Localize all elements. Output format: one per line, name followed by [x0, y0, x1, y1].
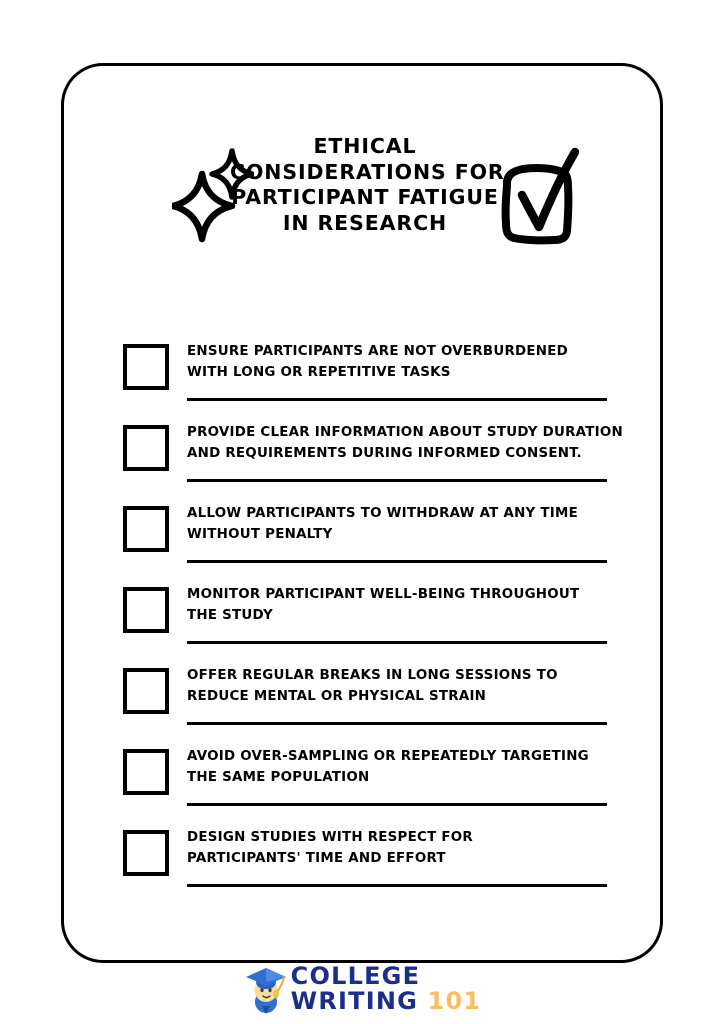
checklist-row-3[interactable]: [64, 503, 666, 581]
logo-wordmark: [291, 964, 482, 1014]
row-7-line-2: PARTICIPANTS' TIME AND EFFORT: [187, 851, 446, 866]
checkbox-1[interactable]: [123, 344, 169, 390]
logo-line-college: COLLEGE: [290, 962, 421, 990]
checkbox-5[interactable]: [123, 668, 169, 714]
checklist-row-7-text: [187, 827, 611, 869]
brand-logo[interactable]: [0, 958, 724, 1020]
row-5-line-2: REDUCE MENTAL OR PHYSICAL STRAIN: [187, 689, 487, 704]
checklist-row-2-text: [187, 422, 623, 464]
checklist-row-4[interactable]: [64, 584, 666, 662]
checklist-card: [61, 63, 663, 963]
title-line-2: CONSIDERATIONS FOR: [230, 159, 505, 184]
checklist-row-1-text: [187, 341, 611, 383]
row-divider-1: [187, 398, 607, 401]
row-divider-7: [187, 884, 607, 887]
checkbox-2[interactable]: [123, 425, 169, 471]
title-line-4: IN RESEARCH: [282, 210, 448, 235]
row-4-line-1: MONITOR PARTICIPANT WELL-BEING THROUGHOUT: [187, 587, 580, 602]
row-1-line-2: WITH LONG OR REPETITIVE TASKS: [187, 365, 451, 380]
checklist-row-5-text: [187, 665, 611, 707]
logo-101-text: 101: [427, 987, 482, 1015]
graduate-mascot-icon: [243, 964, 289, 1014]
checklist-row-4-text: [187, 584, 611, 626]
row-divider-4: [187, 641, 607, 644]
row-2-line-2: AND REQUIREMENTS DURING INFORMED CONSENT.: [187, 446, 582, 461]
row-divider-2: [187, 479, 607, 482]
checklist-row-7[interactable]: [64, 827, 666, 905]
logo-writing-text: WRITING: [290, 987, 419, 1015]
row-divider-6: [187, 803, 607, 806]
checkbox-7[interactable]: [123, 830, 169, 876]
row-divider-3: [187, 560, 607, 563]
row-3-line-1: ALLOW PARTICIPANTS TO WITHDRAW AT ANY TIME: [187, 506, 578, 521]
checklist-row-2[interactable]: [64, 422, 666, 500]
checklist-row-1[interactable]: [64, 341, 666, 419]
checklist-row-6[interactable]: [64, 746, 666, 824]
checkbox-6[interactable]: [123, 749, 169, 795]
row-1-line-1: ENSURE PARTICIPANTS ARE NOT OVERBURDENED: [187, 344, 569, 359]
row-2-line-1: PROVIDE CLEAR INFORMATION ABOUT STUDY DURATION: [187, 425, 623, 440]
row-3-line-2: WITHOUT PENALTY: [187, 527, 333, 542]
checkbox-4[interactable]: [123, 587, 169, 633]
logo-line-writing: [291, 989, 482, 1014]
title-line-1: ETHICAL: [313, 134, 417, 158]
row-5-line-1: OFFER REGULAR BREAKS IN LONG SESSIONS TO: [187, 668, 558, 683]
row-6-line-2: THE SAME POPULATION: [187, 770, 370, 785]
checklist-items: [64, 66, 666, 966]
row-divider-5: [187, 722, 607, 725]
checkbox-3[interactable]: [123, 506, 169, 552]
row-7-line-1: DESIGN STUDIES WITH RESPECT FOR: [187, 830, 473, 845]
row-4-line-2: THE STUDY: [187, 608, 273, 623]
row-6-line-1: AVOID OVER-SAMPLING OR REPEATEDLY TARGETING: [187, 749, 589, 764]
checklist-row-3-text: [187, 503, 611, 545]
checklist-row-6-text: [187, 746, 611, 788]
title-line-3: PARTICIPANT FATIGUE: [231, 185, 499, 209]
checklist-row-5[interactable]: [64, 665, 666, 743]
